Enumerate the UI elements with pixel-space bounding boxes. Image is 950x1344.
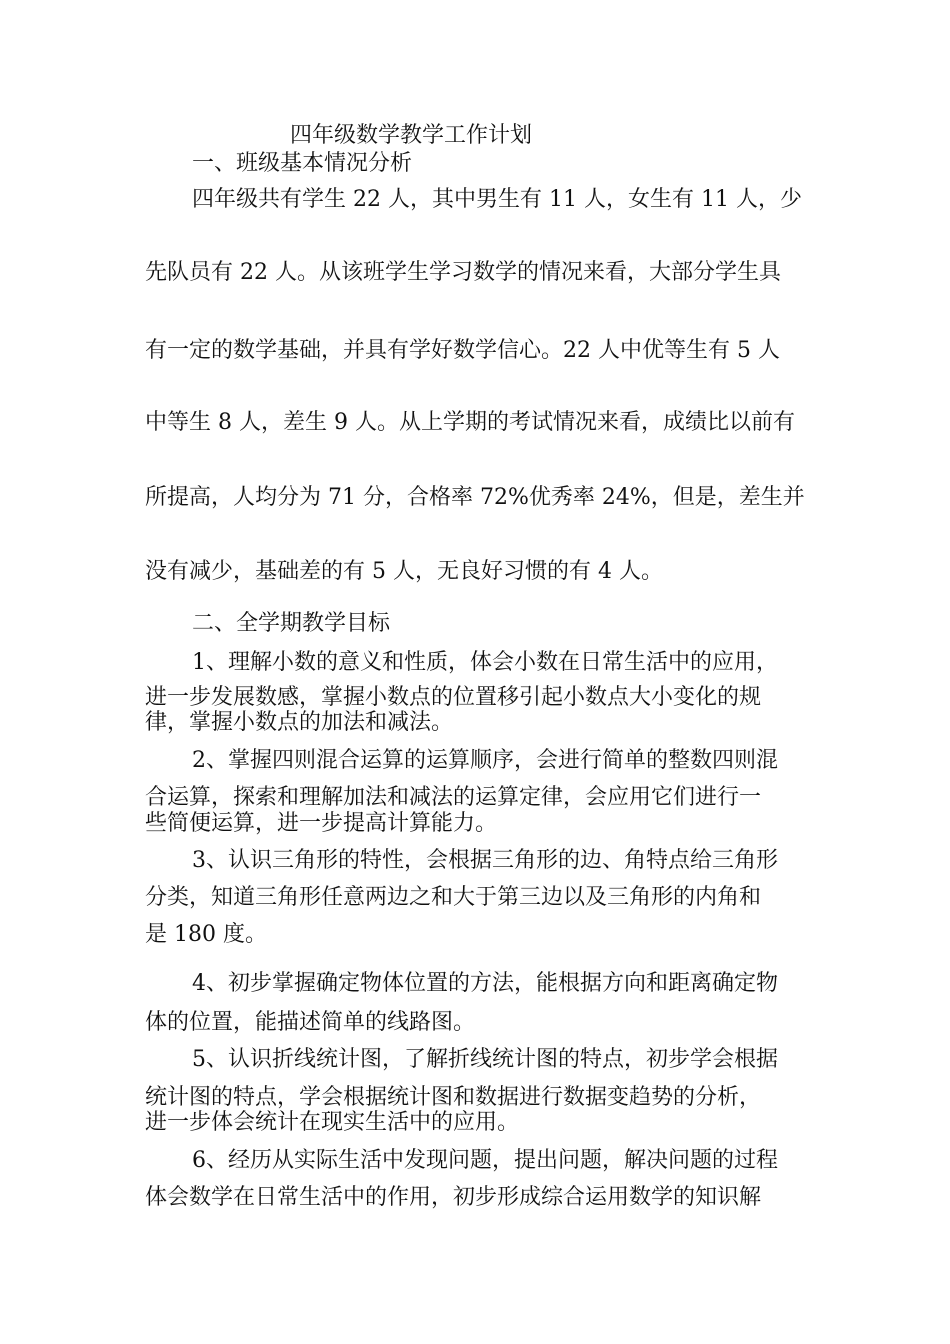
- goal-line: 1、理解小数的意义和性质，体会小数在日常生活中的应用，: [192, 650, 778, 675]
- section-heading-semester-goals: 二、全学期教学目标: [192, 611, 391, 636]
- goal-line: 6、经历从实际生活中发现问题，提出问题，解决问题的过程: [192, 1148, 778, 1173]
- goal-line: 2、掌握四则混合运算的运算顺序，会进行简单的整数四则混: [192, 748, 778, 773]
- goal-line: 进一步体会统计在现实生活中的应用。: [145, 1110, 520, 1135]
- goal-line: 统计图的特点，学会根据统计图和数据进行数据变趋势的分析，: [145, 1085, 762, 1110]
- section-heading-class-analysis: 一、班级基本情况分析: [192, 151, 413, 176]
- goal-line: 律，掌握小数点的加法和减法。: [145, 710, 454, 735]
- paragraph-line: 所提高，人均分为 71 分，合格率 72%优秀率 24%，但是，差生并: [145, 485, 805, 510]
- paragraph-line: 四年级共有学生 22 人，其中男生有 11 人，女生有 11 人，少: [192, 187, 802, 212]
- paragraph-line: 先队员有 22 人。从该班学生学习数学的情况来看，大部分学生具: [145, 260, 781, 285]
- paragraph-line: 有一定的数学基础，并具有学好数学信心。22 人中优等生有 5 人: [145, 338, 780, 363]
- goal-line: 些简便运算，进一步提高计算能力。: [145, 811, 498, 836]
- goal-line: 体会数学在日常生活中的作用，初步形成综合运用数学的知识解: [145, 1185, 762, 1210]
- goal-line: 5、认识折线统计图，了解折线统计图的特点，初步学会根据: [192, 1047, 778, 1072]
- goal-line: 3、认识三角形的特性，会根据三角形的边、角特点给三角形: [192, 848, 778, 873]
- goal-line: 是 180 度。: [145, 922, 267, 947]
- paragraph-line: 没有减少，基础差的有 5 人，无良好习惯的有 4 人。: [145, 559, 663, 584]
- paragraph-line: 中等生 8 人，差生 9 人。从上学期的考试情况来看，成绩比以前有: [145, 410, 795, 435]
- goal-line: 分类，知道三角形任意两边之和大于第三边以及三角形的内角和: [145, 885, 762, 910]
- goal-line: 合运算，探索和理解加法和减法的运算定律，会应用它们进行一: [145, 785, 762, 810]
- goal-line: 进一步发展数感，掌握小数点的位置移引起小数点大小变化的规: [145, 685, 762, 710]
- goal-line: 体的位置，能描述简单的线路图。: [145, 1010, 476, 1035]
- document-title: 四年级数学教学工作计划: [290, 123, 533, 148]
- goal-line: 4、初步掌握确定物体位置的方法，能根据方向和距离确定物: [192, 971, 778, 996]
